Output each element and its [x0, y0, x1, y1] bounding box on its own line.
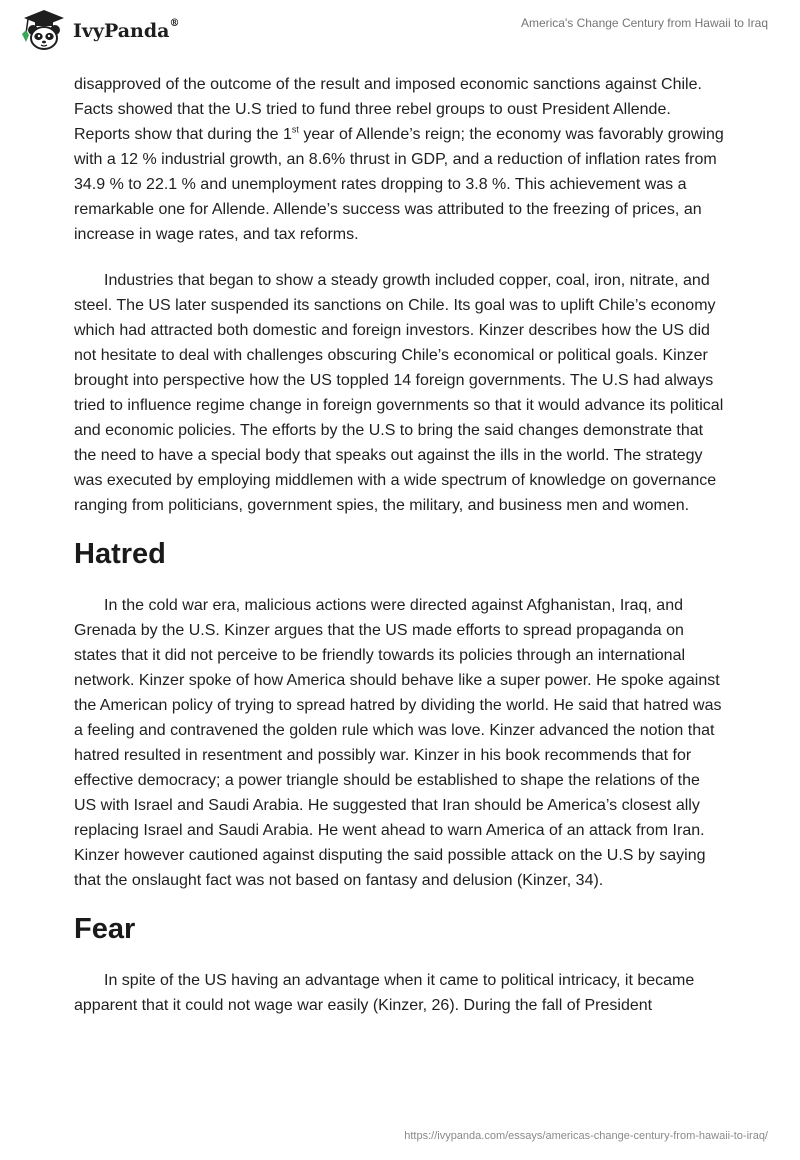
ivypanda-logo[interactable] — [14, 8, 179, 52]
page-header — [0, 0, 800, 66]
source-url[interactable]: https://ivypanda.com/essays/americas-change-century-from-hawaii-to-iraq/ — [404, 1130, 768, 1142]
heading-hatred: Hatred — [74, 538, 166, 570]
paragraph-2: Industries that began to show a steady growth included copper, coal, iron, nitrate, and steel. The US later suspended its sanctions on Chile. Its goal was to uplift Chile’s economy which had attracted both domestic and foreign investors. Kinzer describes how the US did not hesitate to deal with challenges obscuring Chile’s economical or political goals. Kinzer brought into perspective how the US toppled 14 foreign governments. The U.S had always tried to influence regime change in foreign governments so that it would advance its political and economic policies. The efforts by the U.S to bring the said changes demonstrate that the need to have a special body that speaks out against the ills in the world. The strategy was executed by employing middlemen with a wide spectrum of knowledge on governance ranging from politicians, government spies, the military, and business men and women. — [74, 272, 724, 514]
paragraph-3: In the cold war era, malicious actions were directed against Afghanistan, Iraq, and Grenada by the U.S. Kinzer argues that the US made efforts to spread propaganda on states that it did not perceive to be friendly towards its policies through an international network. Kinzer spoke of how America should behave like a super power. He spoke against the American policy of trying to spread hatred by dividing the world. He said that hatred was a feeling and contravened the golden rule which was love. Kinzer advanced the notion that hatred resulted in resentment and possibly war. Kinzer in his book recommends that for effective democracy; a power triangle should be established to shape the relations of the US with Israel and Saudi Arabia. He suggested that Iran should be America’s closest ally replacing Israel and Saudi Arabia. He went ahead to warn America of an attack from Iran. Kinzer however cautioned against disputing the said possible attack on the U.S by saying that the onslaught fact was not based on fantasy and delusion (Kinzer, 34). — [74, 597, 722, 889]
paragraph-1: disapproved of the outcome of the result and imposed economic sanctions against Chile. Facts showed that the U.S tried to fund three rebel groups to oust President Allende. Reports show that during the 1st year of Allende’s reign; the economy was favorably growing with a 12 % industrial growth, an 8.6% thrust in GDP, and a reduction of inflation rates from 34.9 % to 22.1 % and unemployment rates dropping to 3.8 %. This achievement was a remarkable one for Allende. Allende’s success was attributed to the freezing of prices, an increase in wage rates, and tax reforms. — [74, 76, 724, 243]
brand-name: IvyPanda® — [73, 18, 180, 42]
essay-body — [74, 72, 726, 1018]
panda-graduate-icon — [14, 8, 68, 52]
running-title: America's Change Century from Hawaii to Iraq — [520, 16, 768, 30]
heading-fear: Fear — [74, 913, 136, 945]
paragraph-4: In spite of the US having an advantage when it came to political intricacy, it became apparent that it could not wage war easily (Kinzer, 26). During the fall of President — [74, 972, 695, 1014]
